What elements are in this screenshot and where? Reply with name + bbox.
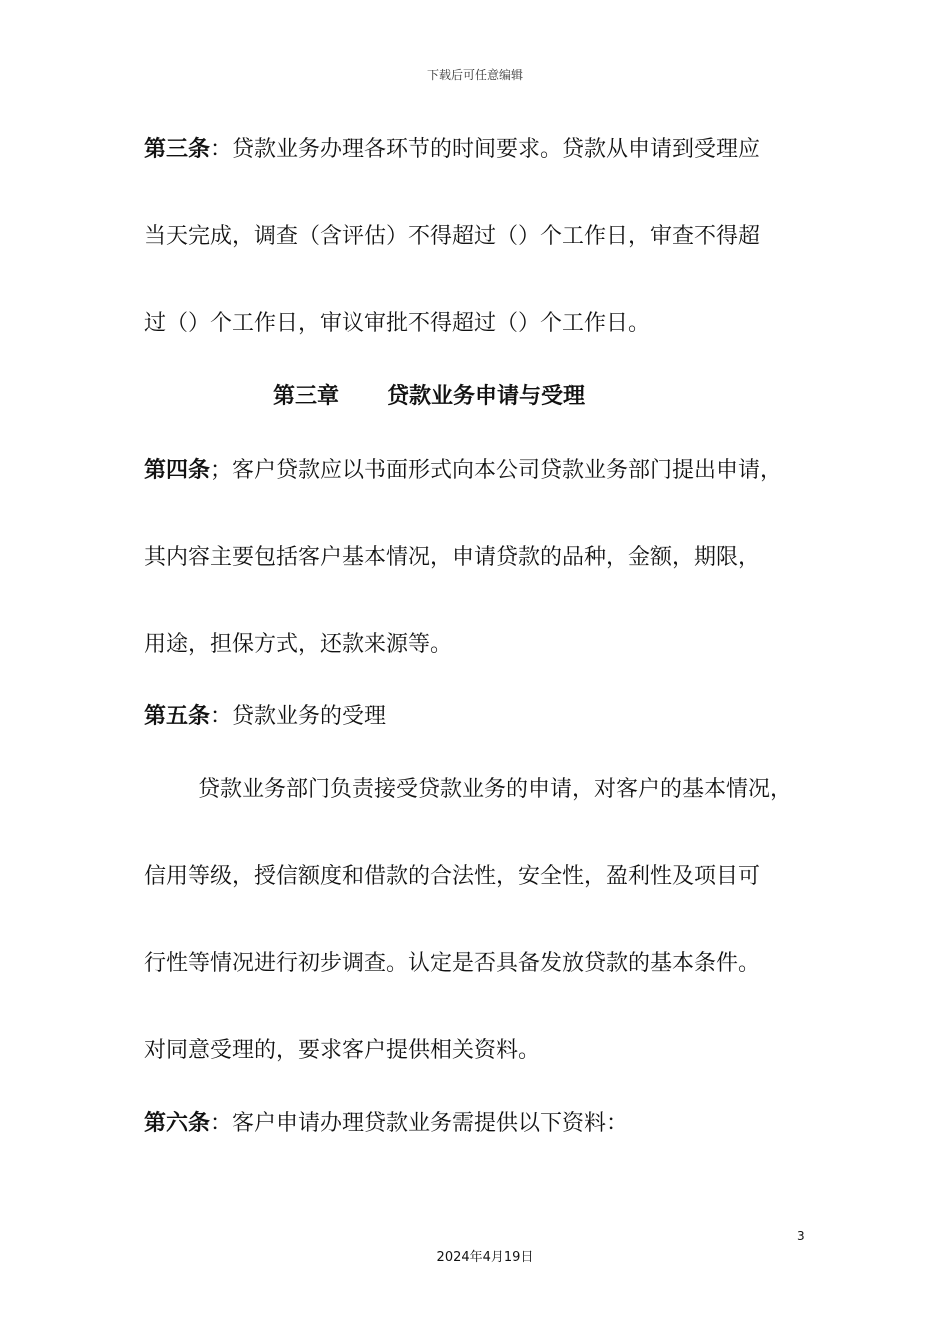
article-6-text: 客户申请办理贷款业务需提供以下资料： [232, 1111, 629, 1136]
chapter-title: 贷款业务申请与受理 [387, 384, 586, 409]
article-4-title: 第四条 [144, 458, 211, 483]
article-3-line-2: 当天完成，调查（含评估）不得超过（）个工作日，审查不得超 [144, 224, 761, 249]
chapter-number: 第三章 [273, 384, 340, 409]
article-6-title: 第六条 [144, 1111, 211, 1136]
article-6-line [144, 1109, 628, 1139]
article-5-line-2: 信用等级，授信额度和借款的合法性，安全性，盈利性及项目可 [144, 864, 761, 889]
page-header: 下载后可任意编辑 [426, 68, 523, 82]
article-4-sep: ； [210, 458, 233, 483]
article-4-line-2: 其内容主要包括客户基本情况，申请贷款的品种，金额，期限， [144, 545, 761, 570]
article-4-text-1: 客户贷款应以书面形式向本公司贷款业务部门提出申请， [232, 458, 783, 483]
article-5-heading [144, 702, 386, 732]
page-number: 3 [797, 1229, 805, 1243]
article-3-line-3: 过（）个工作日，审议审批不得超过（）个工作日。 [144, 311, 651, 336]
article-4-line-3: 用途，担保方式，还款来源等。 [144, 632, 453, 657]
article-5-line-1: 贷款业务部门负责接受贷款业务的申请，对客户的基本情况， [198, 777, 793, 802]
article-5-title: 第五条 [144, 704, 211, 729]
article-3-line-1 [144, 135, 760, 165]
article-5-heading-text: 贷款业务的受理 [232, 704, 387, 729]
article-5-sep: ： [210, 704, 233, 729]
article-5-line-3: 行性等情况进行初步调查。认定是否具备发放贷款的基本条件。 [144, 951, 761, 976]
article-6-sep: ： [210, 1111, 233, 1136]
article-3-title: 第三条 [144, 137, 211, 162]
footer-date: 2024年4月19日 [436, 1250, 534, 1265]
article-3-text-1: 贷款业务办理各环节的时间要求。贷款从申请到受理应 [232, 137, 761, 162]
article-4-line-1 [144, 456, 782, 486]
article-5-line-4: 对同意受理的，要求客户提供相关资料。 [144, 1038, 541, 1063]
article-3-sep: ： [210, 137, 233, 162]
chapter-heading [273, 382, 585, 412]
